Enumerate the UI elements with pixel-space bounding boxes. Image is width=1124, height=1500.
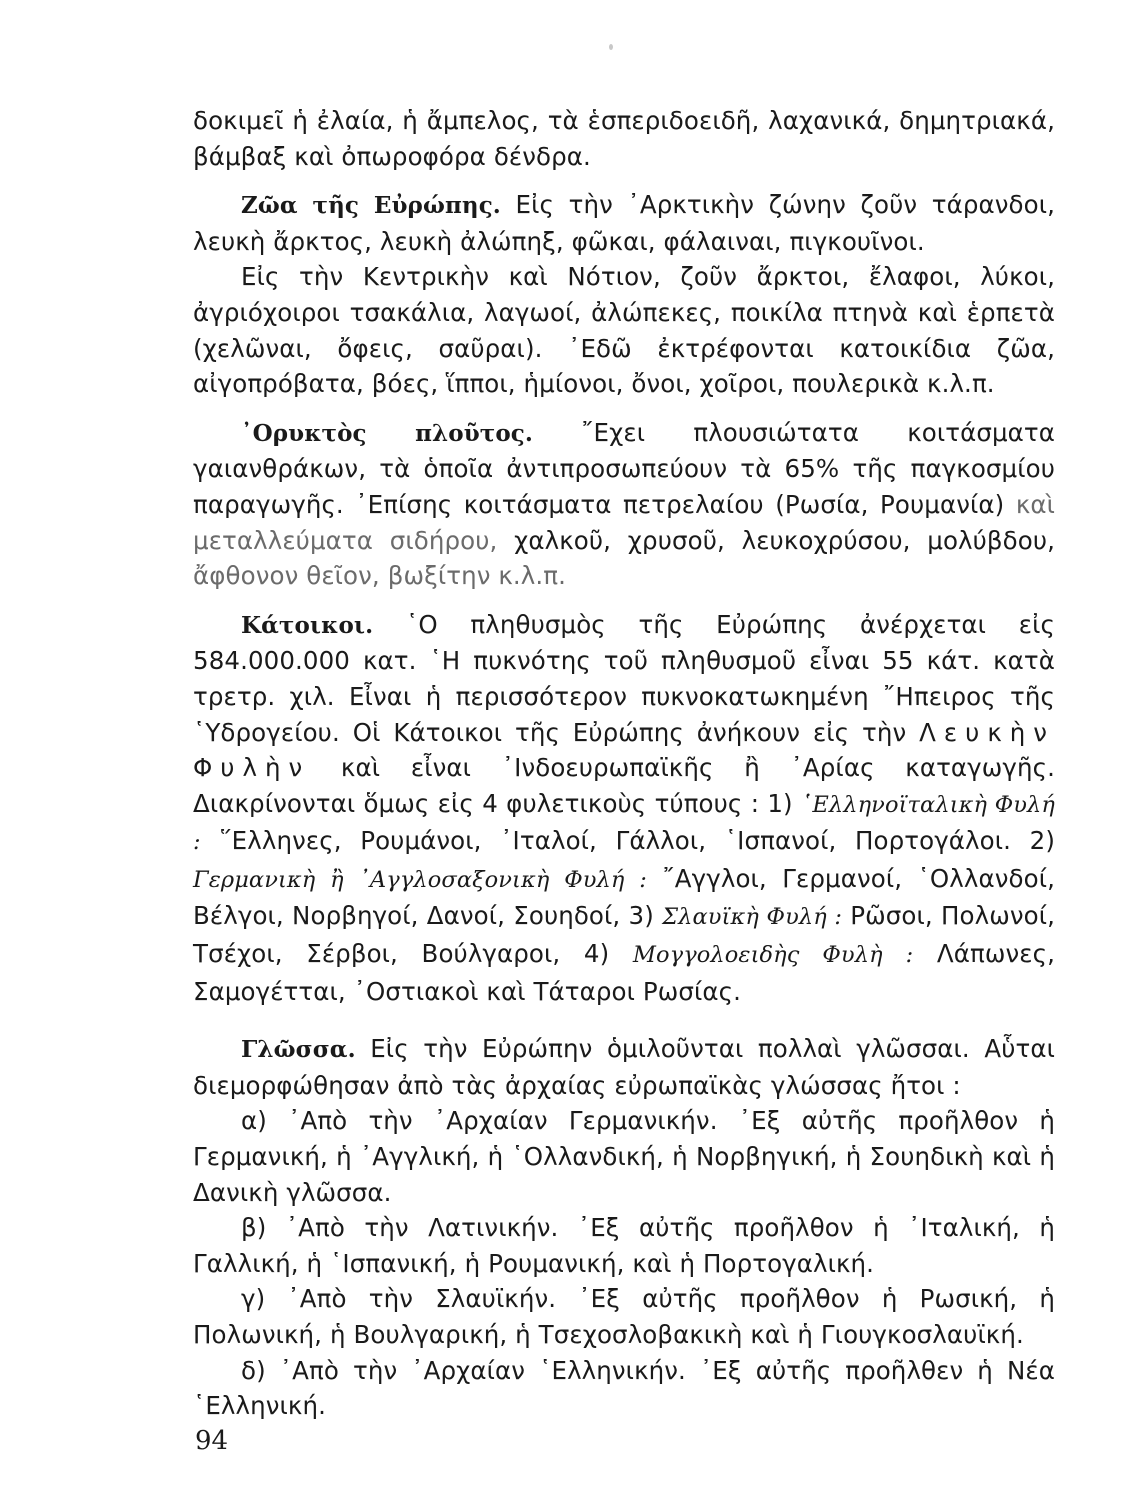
language-item-d	[193, 1353, 1055, 1424]
race-type-4-text: Λάπωνες, Σαμογέτται, ᾿Οστιακοὶ καὶ Τάταροι Ρωσίας.	[193, 939, 1055, 1006]
race-type-4: Μογγολοειδὴς Φυλὴ :	[632, 942, 914, 969]
language-heading: Γλῶσσα.	[241, 1036, 356, 1064]
race-type-3-text: Ρῶσοι, Πολωνοί, Τσέχοι, Σέρβοι, Βούλγαροι, 4)	[193, 901, 1055, 969]
minerals-heading: ᾿Ορυκτὸς πλοῦτος.	[241, 419, 533, 447]
language-text: Εἰς τὴν Εὐρώπην ὁμιλοῦνται πολλαὶ γλῶσσαι. Αὗται διεμορφώθησαν ἀπὸ τὰς ἀρχαίας εὐρωπαϊκὰς γλώσσας ἤτοι :	[193, 1034, 1055, 1100]
minerals-text-faded-2: ἄφθονον θεῖον, βωξίτην κ.λ.π.	[193, 561, 567, 591]
language-item-a	[193, 1103, 1055, 1210]
language-item-a-text: α) ᾿Απὸ τὴν ᾿Αρχαίαν Γερμανικήν. ᾿Εξ αὐτῆς προῆλθον ἡ Γερμανική, ἡ ᾿Αγγλική, ἡ ῾Ολλανδική, ἡ Νορβηγική, ἡ Σουηδικὴ καὶ ἡ Δανικὴ γλῶσσα.	[193, 1106, 1055, 1207]
race-name: Λευκὴν Φυλὴν	[193, 717, 1055, 783]
intro-text: δοκιμεῖ ἡ ἐλαία, ἡ ἄμπελος, τὰ ἑσπεριδοειδῆ, λαχανικά, δημητριακά, βάμβαξ καὶ ὀπωροφόρα δένδρα.	[193, 106, 1055, 171]
race-type-1-text: ῞Ελληνες, Ρουμάνοι, ᾿Ιταλοί, Γάλλοι, ῾Ισπανοί, Πορτογάλοι. 2)	[200, 826, 1055, 856]
fauna-text-central: Εἰς τὴν Κεντρικὴν καὶ Νότιον, ζοῦν ἄρκτοι, ἔλαφοι, λύκοι, ἀγριόχοιροι τσακάλια, λαγωοί, ἀλώπεκες, ποικίλα πτηνὰ καὶ ἑρπετὰ (χελῶναι, ὄφεις, σαῦραι). ᾿Εδῶ ἐκτρέφονται κατοικίδια ζῶα, αἰγοπρόβατα, βόες, ἵπποι, ἡμίονοι, ὄνοι, χοῖροι, πουλερικὰ κ.λ.π.	[193, 262, 1055, 399]
fauna-text-arctic: Εἰς τὴν ᾿Αρκτικὴν ζώνην ζοῦν τάρανδοι, λευκὴ ἄρκτος, λευκὴ ἀλώπηξ, φῶκαι, φάλαιναι, πιγκουῖνοι.	[193, 190, 1055, 256]
inhabitants-text-1: ῾Ο πληθυσμὸς τῆς Εὐρώπης ἀνέρχεται εἰς 584.000.000 κατ. ῾Η πυκνότης τοῦ πληθυσμοῦ εἶναι 55 κάτ. κατὰ τρετρ. χιλ. Εἶναι ἡ περισσότερον πυκνοκατωκημένη ῎Ηπειρος τῆς ῾Υδρογείου. Οἱ Κάτοικοι τῆς Εὐρώπης ἀνήκουν εἰς τὴν	[193, 609, 1055, 747]
page-number: 94	[195, 1426, 229, 1456]
fauna-paragraph	[193, 187, 1055, 259]
language-item-b-text: β) ᾿Απὸ τὴν Λατινικήν. ᾿Εξ αὐτῆς προῆλθον ἡ ᾿Ιταλική, ἡ Γαλλική, ἡ ῾Ισπανική, ἡ Ρουμανική, καὶ ἡ Πορτογαλική.	[193, 1213, 1055, 1278]
minerals-text-mid: χαλκοῦ, χρυσοῦ, λευκοχρύσου, μολύβδου,	[497, 525, 1055, 555]
language-item-c	[193, 1281, 1055, 1352]
fauna-paragraph-2	[193, 259, 1055, 401]
intro-paragraph	[193, 103, 1055, 174]
minerals-paragraph	[193, 415, 1055, 594]
language-paragraph	[193, 1031, 1055, 1103]
race-type-2: Γερμανικὴ ἢ ᾿Αγγλοσαξονικὴ Φυλή :	[193, 866, 647, 893]
race-type-3: Σλαυϊκὴ Φυλή :	[662, 904, 843, 931]
language-item-b	[193, 1210, 1055, 1281]
race-type-1: ῾Ελληνοϊταλικὴ Φυλή :	[193, 791, 1055, 856]
race-type-2-text: ῎Αγγλοι, Γερμανοί, ῾Ολλανδοί, Βέλγοι, Νορβηγοί, Δανοί, Σουηδοί, 3)	[193, 863, 1055, 931]
language-item-d-text: δ) ᾿Απὸ τὴν ᾿Αρχαίαν ῾Ελληνικήν. ᾿Εξ αὐτῆς προῆλθεν ἡ Νέα ῾Ελληνική.	[193, 1355, 1055, 1421]
fauna-heading: Ζῶα τῆς Εὐρώπης.	[241, 192, 501, 220]
inhabitants-heading: Κάτοικοι.	[241, 611, 374, 639]
inhabitants-paragraph	[193, 607, 1055, 1010]
minerals-text: ῎Εχει πλουσιώτατα κοιτάσματα γαιανθράκων, τὰ ὁποῖα ἀντιπροσωπεύουν τὰ 65% τῆς παγκοσμίου παραγωγῆς. ᾿Επίσης κοιτάσματα πετρελαίου (Ρωσία, Ρουμανία)	[193, 417, 1055, 519]
inhabitants-text-2: καὶ εἶναι ᾿Ινδοευρωπαϊκῆς ἢ ᾿Αρίας καταγωγῆς. Διακρίνονται ὅμως εἰς 4 φυλετικοὺς τύπους : 1)	[193, 753, 1055, 818]
minerals-text-faded: καὶ μεταλλεύματα σιδήρου,	[193, 489, 1055, 555]
paper-speck	[609, 44, 613, 50]
language-item-c-text: γ) ᾿Απὸ τὴν Σλαυϊκήν. ᾿Εξ αὐτῆς προῆλθον ἡ Ρωσική, ἡ Πολωνική, ἡ Βουλγαρική, ἡ Τσεχοσλοβακικὴ καὶ ἡ Γιουγκοσλαυϊκή.	[193, 1284, 1055, 1349]
page-body	[193, 103, 1055, 1424]
